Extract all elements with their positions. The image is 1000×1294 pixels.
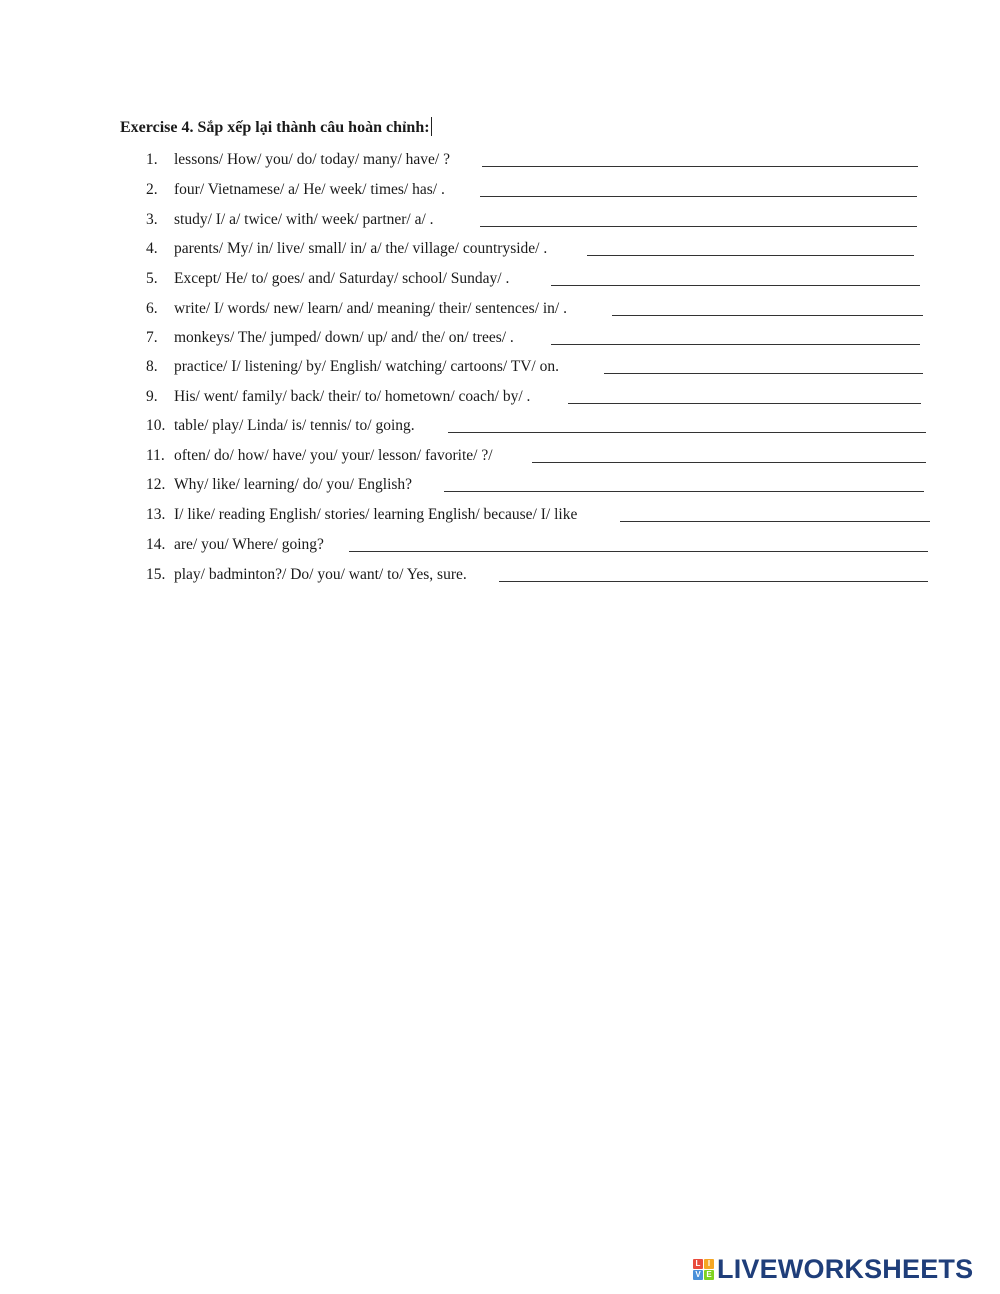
- answer-blank[interactable]: [620, 521, 930, 522]
- question-text: monkeys/ The/ jumped/ down/ up/ and/ the/ on/ trees/ .: [174, 329, 514, 346]
- question-number: 13.: [146, 506, 166, 523]
- question-number: 14.: [146, 536, 166, 553]
- question-text: Why/ like/ learning/ do/ you/ English?: [174, 476, 413, 493]
- question-number: 10.: [146, 417, 166, 434]
- question-row: [146, 560, 467, 584]
- answer-blank[interactable]: [568, 403, 921, 404]
- question-text: often/ do/ how/ have/ you/ your/ lesson/ favorite/ ?/: [174, 447, 493, 464]
- answer-blank[interactable]: [551, 285, 920, 286]
- question-row: [146, 470, 412, 494]
- answer-blank[interactable]: [480, 196, 917, 197]
- question-text: practice/ I/ listening/ by/ English/ watching/ cartoons/ TV/ on.: [174, 358, 559, 375]
- question-row: [146, 411, 415, 435]
- question-row: [146, 175, 445, 199]
- question-text: parents/ My/ in/ live/ small/ in/ a/ the/ village/ countryside/ .: [174, 240, 548, 257]
- answer-blank[interactable]: [587, 255, 914, 256]
- logo-mark-tile: E: [704, 1270, 714, 1280]
- answer-blank[interactable]: [482, 166, 918, 167]
- logo-mark-icon: [693, 1259, 714, 1280]
- question-row: [146, 264, 509, 288]
- logo-mark-tile: L: [693, 1259, 703, 1269]
- question-row: [146, 205, 434, 229]
- question-row: [146, 441, 493, 465]
- question-number: 1.: [146, 151, 158, 168]
- question-row: [146, 234, 547, 258]
- answer-blank[interactable]: [551, 344, 920, 345]
- logo-text: LIVEWORKSHEETS: [717, 1253, 974, 1284]
- question-number: 2.: [146, 181, 158, 198]
- question-text: four/ Vietnamese/ a/ He/ week/ times/ has/ .: [174, 181, 445, 198]
- question-text: write/ I/ words/ new/ learn/ and/ meaning/ their/ sentences/ in/ .: [174, 300, 567, 317]
- logo-mark-tile: I: [704, 1259, 714, 1269]
- question-text: lessons/ How/ you/ do/ today/ many/ have/ ?: [174, 151, 450, 168]
- question-text: play/ badminton?/ Do/ you/ want/ to/ Yes, sure.: [174, 566, 467, 583]
- answer-blank[interactable]: [532, 462, 926, 463]
- question-number: 11.: [146, 447, 165, 464]
- question-number: 3.: [146, 211, 158, 228]
- question-row: [146, 530, 324, 554]
- answer-blank[interactable]: [349, 551, 928, 552]
- question-number: 7.: [146, 329, 158, 346]
- answer-blank[interactable]: [604, 373, 923, 374]
- question-number: 4.: [146, 240, 158, 257]
- answer-blank[interactable]: [448, 432, 926, 433]
- question-number: 12.: [146, 476, 166, 493]
- question-text: Except/ He/ to/ goes/ and/ Saturday/ school/ Sunday/ .: [174, 270, 510, 287]
- question-row: [146, 382, 530, 406]
- question-text: I/ like/ reading English/ stories/ learning English/ because/ I/ like: [174, 506, 578, 523]
- answer-blank[interactable]: [480, 226, 917, 227]
- question-number: 15.: [146, 566, 166, 583]
- question-row: [146, 352, 559, 376]
- question-text: are/ you/ Where/ going?: [174, 536, 324, 553]
- question-number: 5.: [146, 270, 158, 287]
- question-row: [146, 294, 567, 318]
- question-text: study/ I/ a/ twice/ with/ week/ partner/ a/ .: [174, 211, 434, 228]
- answer-blank[interactable]: [499, 581, 928, 582]
- question-text: table/ play/ Linda/ is/ tennis/ to/ going.: [174, 417, 415, 434]
- text-cursor: [431, 117, 432, 136]
- question-number: 9.: [146, 388, 158, 405]
- answer-blank[interactable]: [612, 315, 923, 316]
- liveworksheets-logo: [693, 1254, 973, 1284]
- question-row: [146, 500, 577, 524]
- answer-blank[interactable]: [444, 491, 924, 492]
- question-row: [146, 323, 514, 347]
- question-text: His/ went/ family/ back/ their/ to/ hometown/ coach/ by/ .: [174, 388, 531, 405]
- question-row: [146, 145, 450, 169]
- exercise-title-text: Exercise 4. Sắp xếp lại thành câu hoàn chỉnh:: [120, 119, 430, 136]
- exercise-title: [120, 117, 432, 137]
- logo-mark-tile: V: [693, 1270, 703, 1280]
- question-number: 8.: [146, 358, 158, 375]
- question-number: 6.: [146, 300, 158, 317]
